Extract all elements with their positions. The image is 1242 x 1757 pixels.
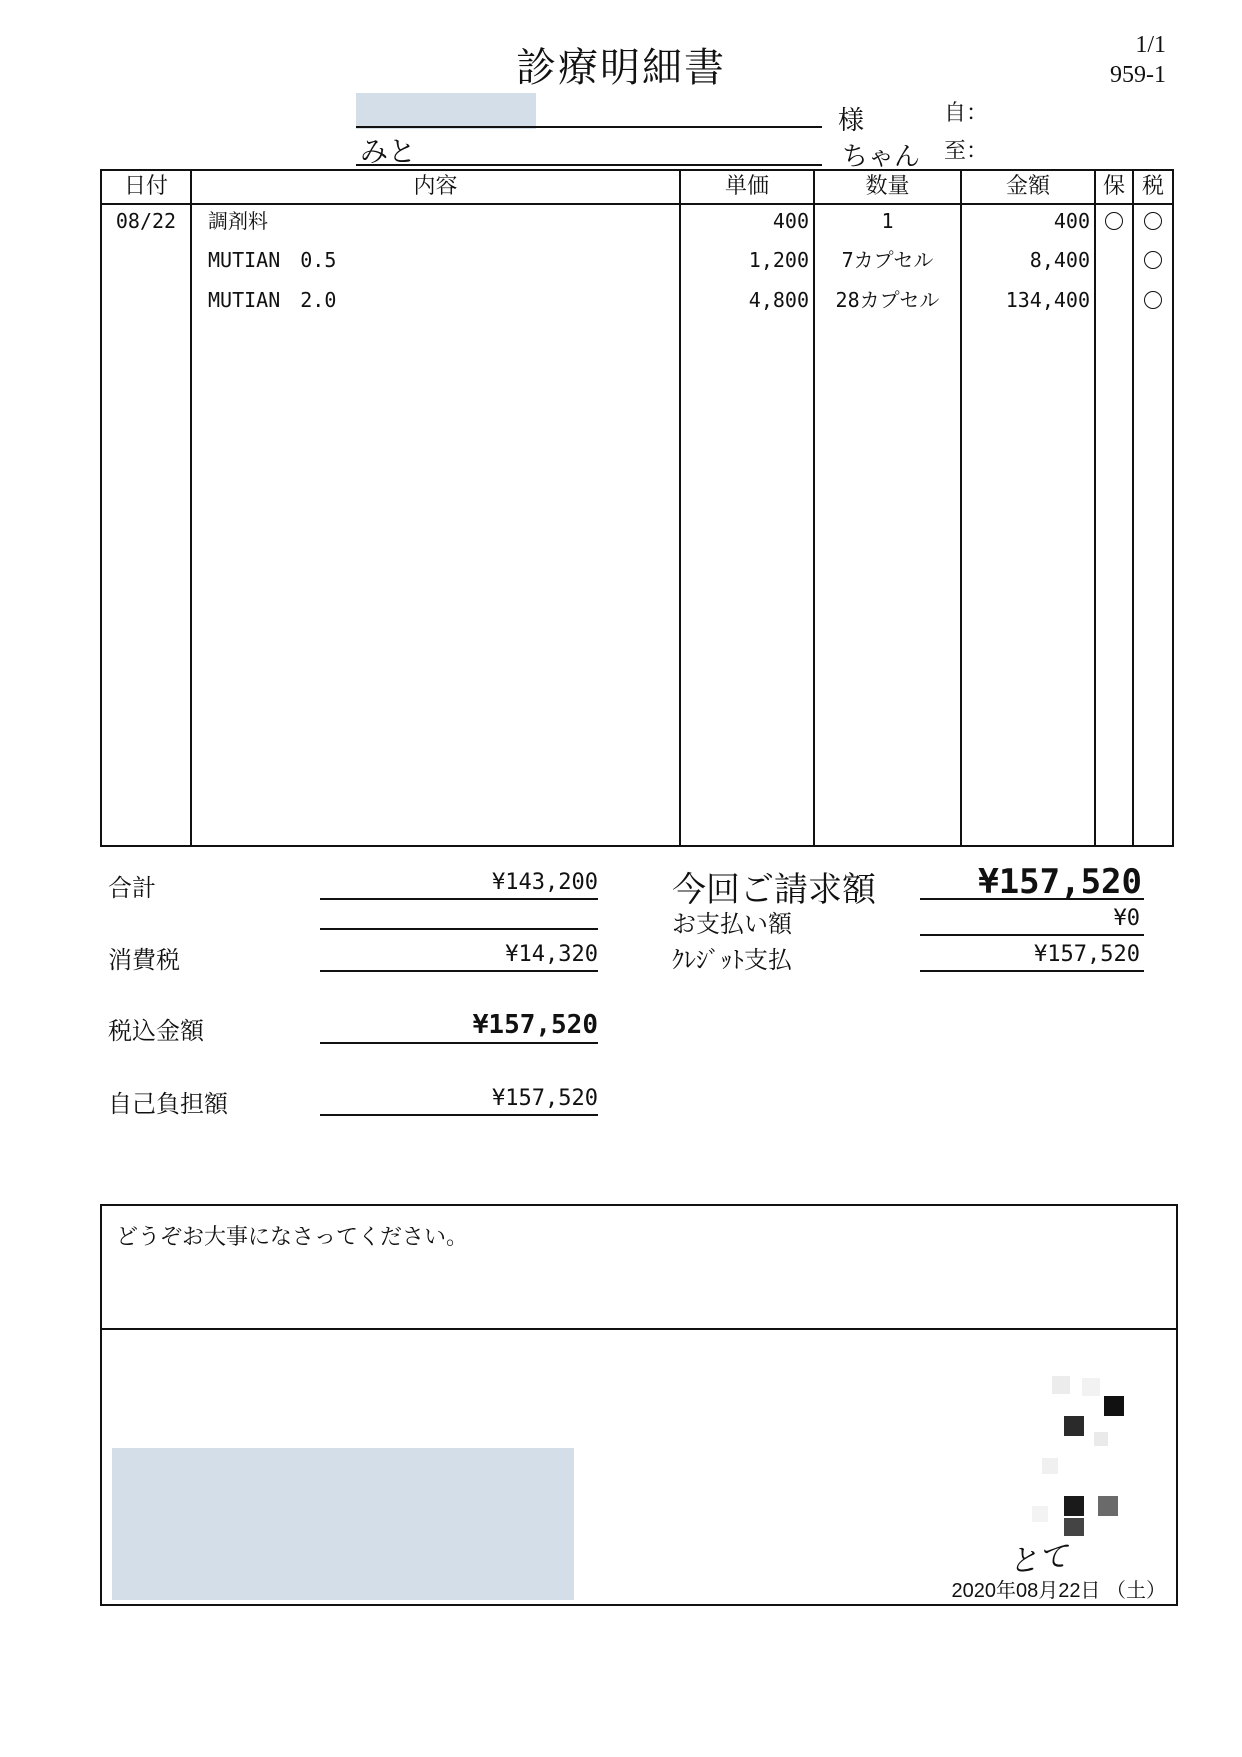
pixelated-stamp (1082, 1378, 1100, 1396)
row-quantity: 1 (881, 209, 894, 233)
pet-suffix: ちゃん (842, 142, 921, 172)
row-amount: 8,400 (1029, 248, 1090, 272)
header-divider (102, 203, 1172, 205)
column-header-date: 日付 (123, 174, 168, 199)
tax-mark (1144, 291, 1162, 309)
col-divider (679, 171, 681, 845)
col-divider (960, 171, 962, 845)
billed-value: ¥157,520 (978, 862, 1142, 902)
handwritten-signature: とて (1006, 1538, 1071, 1581)
pet-name-line (356, 164, 822, 166)
row-unit-price: 400 (772, 209, 809, 233)
total-label: 税込金額 (108, 1017, 204, 1045)
period-from-label: 自： (944, 101, 989, 126)
pixelated-stamp (1098, 1496, 1118, 1516)
col-divider (1094, 171, 1096, 845)
pixelated-stamp (1042, 1458, 1058, 1474)
row-amount: 400 (1053, 209, 1090, 233)
paid-label: お支払い額 (672, 910, 792, 938)
self-pay-line (320, 1114, 598, 1116)
paid-value: ¥0 (1113, 906, 1140, 931)
redacted-clinic-info (112, 1448, 574, 1600)
credit-value: ¥157,520 (1034, 942, 1140, 967)
footer-box (100, 1204, 1178, 1606)
pixelated-stamp (1032, 1506, 1048, 1522)
pet-name: みと (360, 135, 417, 168)
row-item: MUTIAN 0.5 (208, 248, 337, 272)
row-item: 調剤料 (208, 209, 268, 233)
credit-line (920, 970, 1144, 972)
column-header-item: 内容 (413, 174, 458, 199)
column-header-quantity: 数量 (865, 174, 910, 199)
col-divider (813, 171, 815, 845)
pixelated-stamp (1064, 1496, 1084, 1516)
pixelated-stamp (1104, 1396, 1124, 1416)
self-pay-label: 自己負担額 (108, 1090, 228, 1118)
row-item: MUTIAN 2.0 (208, 288, 337, 312)
tax-line (320, 970, 598, 972)
column-header-amount: 金額 (1005, 174, 1050, 199)
items-table (100, 169, 1174, 847)
tax-mark (1144, 251, 1162, 269)
pixelated-stamp (1052, 1376, 1070, 1394)
footer-message: どうぞお大事になさってください。 (116, 1225, 469, 1250)
billed-label: 今回ご請求額 (672, 870, 876, 910)
credit-label: ｸﾚｼﾞｯﾄ支払 (672, 946, 792, 974)
paid-line (920, 934, 1144, 936)
self-pay-value: ¥157,520 (492, 1086, 598, 1111)
col-divider (190, 171, 192, 845)
document-number: 959-1 (1110, 62, 1166, 88)
billed-line (920, 898, 1144, 900)
row-unit-price: 1,200 (748, 248, 809, 272)
row-date: 08/22 (115, 209, 177, 233)
subtotal-label: 合計 (108, 874, 156, 902)
row-unit-price: 4,800 (748, 288, 809, 312)
blank-line (320, 928, 598, 930)
pixelated-stamp (1094, 1432, 1108, 1446)
insurance-mark (1105, 212, 1123, 230)
tax-value: ¥14,320 (505, 942, 598, 967)
owner-suffix: 様 (838, 106, 865, 136)
column-header-insurance: 保 (1102, 174, 1125, 199)
total-line (320, 1042, 598, 1044)
issue-date: 2020年08月22日 （土） (951, 1580, 1166, 1602)
tax-mark (1144, 212, 1162, 230)
column-header-unit-price: 単価 (724, 174, 769, 199)
period-to-label: 至： (944, 139, 989, 164)
subtotal-value: ¥143,200 (492, 870, 598, 895)
row-amount: 134,400 (1005, 288, 1090, 312)
row-quantity: 28カプセル (835, 288, 940, 312)
document-title: 診療明細書 (516, 45, 726, 91)
subtotal-line (320, 898, 598, 900)
tax-label: 消費税 (108, 946, 180, 974)
total-value: ¥157,520 (472, 1010, 598, 1040)
pixelated-stamp (1064, 1416, 1084, 1436)
col-divider (1132, 171, 1134, 845)
row-quantity: 7カプセル (841, 248, 934, 272)
pixelated-stamp (1064, 1518, 1084, 1536)
column-header-tax: 税 (1141, 174, 1164, 199)
redacted-owner-name (356, 93, 536, 129)
page-number: 1/1 (1135, 32, 1166, 58)
page-code (1110, 30, 1166, 90)
owner-name-line (356, 126, 822, 128)
footer-divider (102, 1328, 1176, 1330)
